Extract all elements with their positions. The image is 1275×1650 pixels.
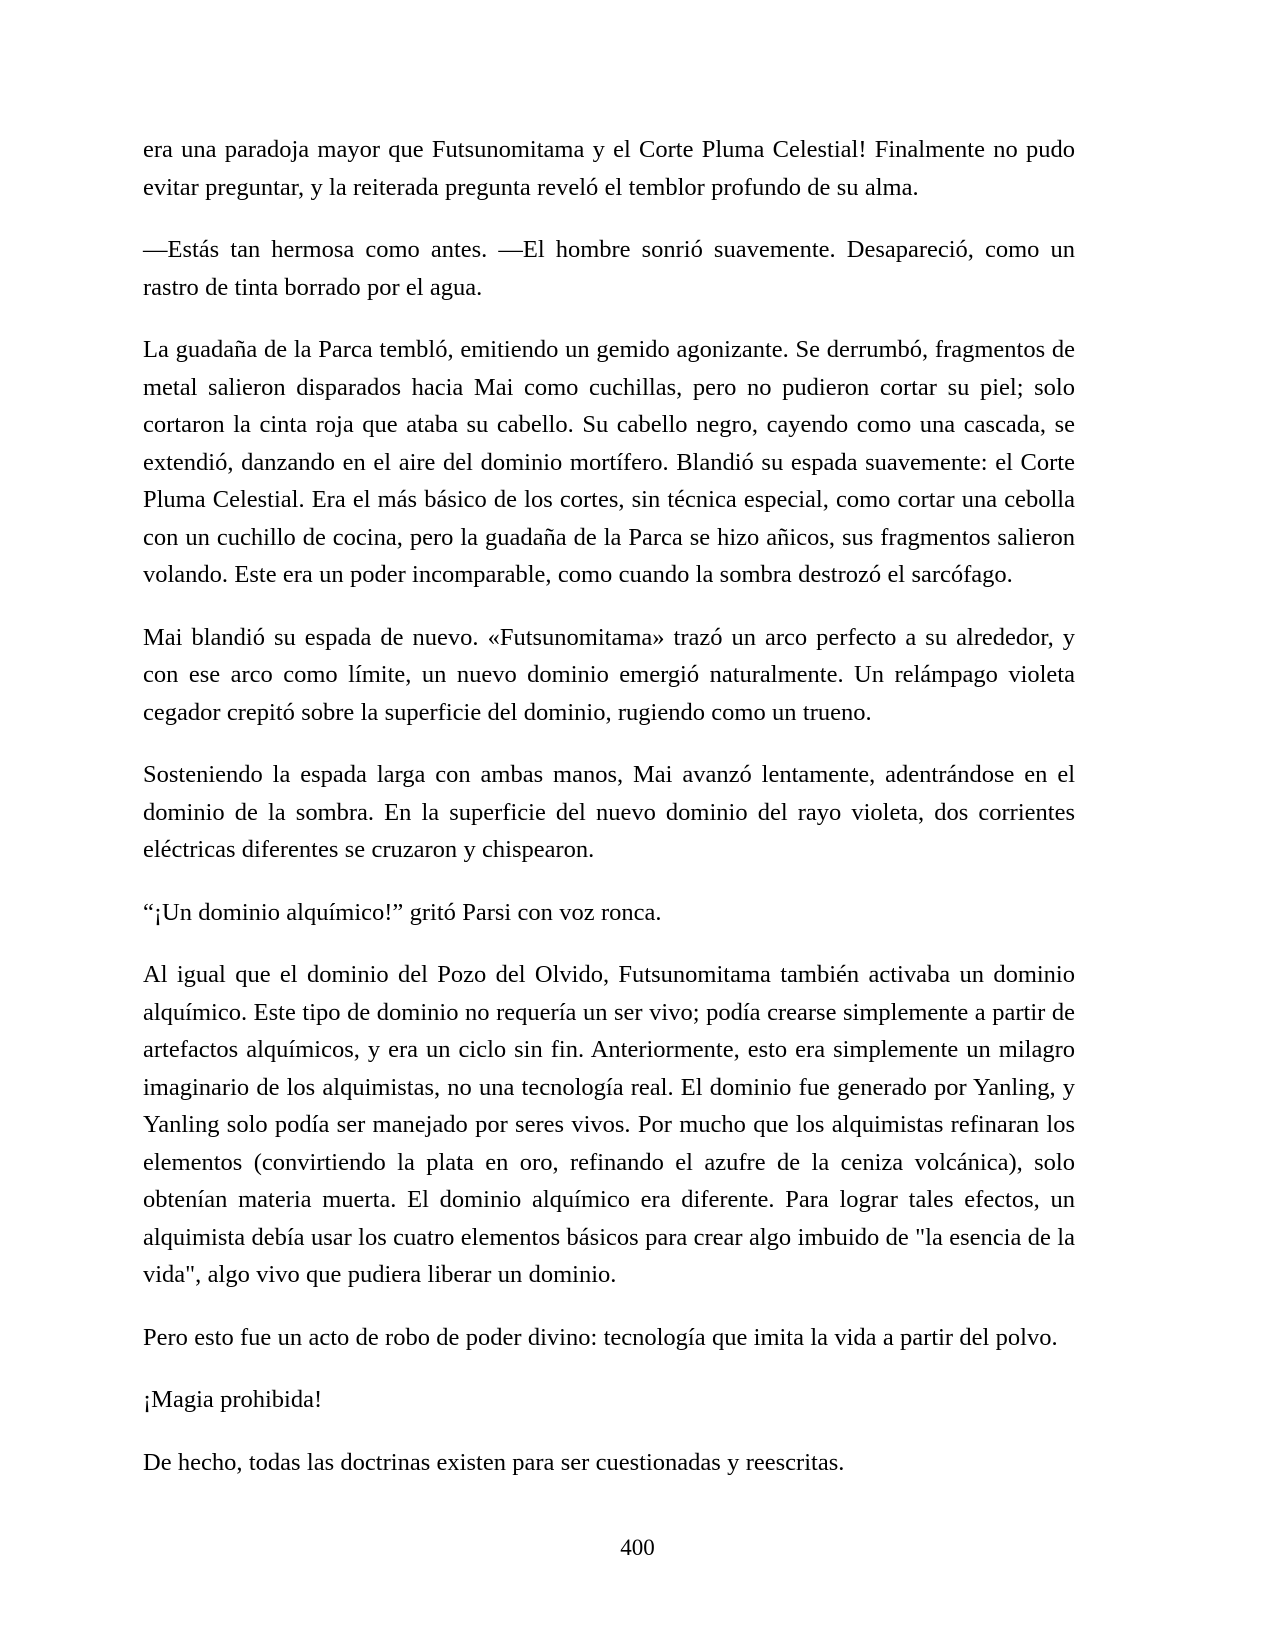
paragraph: era una paradoja mayor que Futsunomitama y el Corte Pluma Celestial! Finalmente no pudo evitar preguntar, y la reiterada pregunta reveló el temblor profundo de su alma. — [143, 136, 1075, 201]
paragraph: “¡Un dominio alquímico!” gritó Parsi con voz ronca. — [143, 898, 662, 926]
page-number: 400 — [620, 1535, 655, 1560]
paragraph: Mai blandió su espada de nuevo. «Futsunomitama» trazó un arco perfecto a su alrededor, y con ese arco como límite, un nuevo dominio emergió naturalmente. Un relámpago violeta cegador crepitó sobre la superficie del dominio, rugiendo como un trueno. — [143, 623, 1075, 726]
body-text-column — [143, 131, 1075, 1481]
paragraph: De hecho, todas las doctrinas existen para ser cuestionadas y reescritas. — [143, 1448, 845, 1476]
paragraph: Pero esto fue un acto de robo de poder divino: tecnología que imita la vida a partir del polvo. — [143, 1323, 1058, 1351]
paragraph: Sosteniendo la espada larga con ambas manos, Mai avanzó lentamente, adentrándose en el dominio de la sombra. En la superficie del nuevo dominio del rayo violeta, dos corrientes eléctricas diferentes se cruzaron y chispearon. — [143, 761, 1075, 863]
paragraph: Al igual que el dominio del Pozo del Olvido, Futsunomitama también activaba un dominio alquímico. Este tipo de dominio no requería un ser vivo; podía crearse simplemente a partir de artefactos alquímicos, y era un ciclo sin fin. Anteriormente, esto era simplemente un milagro imaginario de los alquimistas, no una tecnología real. El dominio fue generado por Yanling, y Yanling solo podía ser manejado por seres vivos. Por mucho que los alquimistas refinaran los elementos (convirtiendo la plata en oro, refinando el azufre de la ceniza volcánica), solo obtenían materia muerta. El dominio alquímico era diferente. Para lograr tales efectos, un alquimista debía usar los cuatro elementos básicos para crear algo imbuido de "la esencia de la vida", algo vivo que pudiera liberar un dominio. — [143, 961, 1075, 1288]
paragraph: —Estás tan hermosa como antes. —El hombre sonrió suavemente. Desapareció, como un rastro de tinta borrado por el agua. — [143, 236, 1075, 301]
paragraph: La guadaña de la Parca tembló, emitiendo un gemido agonizante. Se derrumbó, fragmentos de metal salieron disparados hacia Mai como cuchillas, pero no pudieron cortar su piel; solo cortaron la cinta roja que ataba su cabello. Su cabello negro, cayendo como una cascada, se extendió, danzando en el aire del dominio mortífero. Blandió su espada suavemente: el Corte Pluma Celestial. Era el más básico de los cortes, sin técnica especial, como cortar una cebolla con un cuchillo de cocina, pero la guadaña de la Parca se hizo añicos, sus fragmentos salieron volando. Este era un poder incomparable, como cuando la sombra destrozó el sarcófago. — [143, 336, 1075, 588]
paragraph: ¡Magia prohibida! — [143, 1386, 323, 1413]
